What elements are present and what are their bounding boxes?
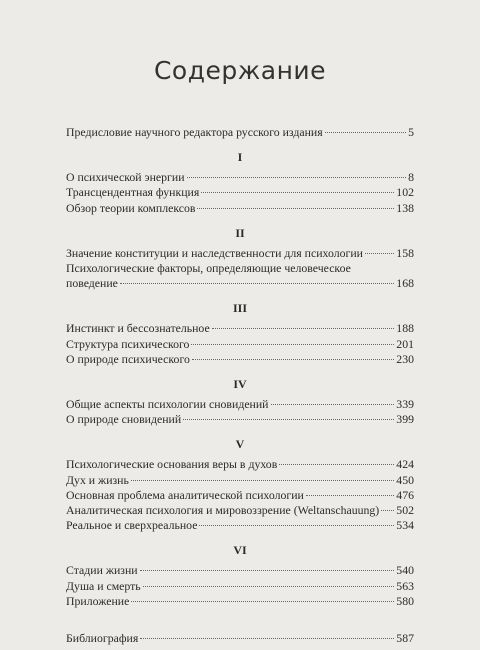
dot-leader xyxy=(143,586,395,587)
toc-entry-page: 201 xyxy=(396,336,414,351)
toc-entry-title: Предисловие научного редактора русского издания xyxy=(66,125,323,139)
toc-entry-title: О природе психического xyxy=(66,351,190,366)
toc-entry-title: Библиография xyxy=(66,631,139,646)
toc-entry-title: Реальное и сверхреальное xyxy=(66,518,198,533)
toc-entry-page: 188 xyxy=(396,321,414,336)
dot-leader xyxy=(365,253,394,254)
toc-entry xyxy=(66,246,414,261)
toc-entry xyxy=(66,579,414,594)
dot-leader xyxy=(140,570,395,571)
toc-entry-title: Душа и смерть xyxy=(66,578,141,593)
toc-entry-title: Обзор теории комплексов xyxy=(66,200,196,215)
dot-leader xyxy=(192,359,394,360)
dot-leader xyxy=(197,208,394,209)
toc-entry xyxy=(66,457,414,472)
dot-leader xyxy=(325,132,406,133)
toc-entry xyxy=(66,337,414,352)
toc-entry-page: 476 xyxy=(396,487,414,502)
toc-entry xyxy=(66,201,414,216)
section-numeral-5: V xyxy=(235,437,245,452)
toc-entry xyxy=(66,397,414,412)
toc-entry-bibliography xyxy=(66,631,414,646)
toc-entry-last-line xyxy=(66,276,414,291)
toc-entry xyxy=(66,352,414,367)
toc-entry-page: 540 xyxy=(396,563,414,578)
toc-entry-page: 158 xyxy=(396,245,414,260)
toc-entry xyxy=(66,412,414,427)
dot-leader xyxy=(183,419,394,420)
toc-entry-page: 339 xyxy=(396,397,414,412)
toc-entry-title-line1: Психологические факторы, определяющие человеческое xyxy=(66,261,351,276)
dot-leader xyxy=(131,480,394,481)
dot-leader xyxy=(381,510,394,511)
toc-entry-page: 168 xyxy=(396,276,414,291)
dot-leader xyxy=(191,344,394,345)
toc-entry-title: Аналитическая психология и мировоззрение (Weltanschauung) xyxy=(66,503,380,518)
toc-entry-title: Основная проблема аналитической психологии xyxy=(66,487,304,502)
toc-entry-page: 424 xyxy=(396,457,414,472)
toc-entry-page: 534 xyxy=(396,518,414,533)
toc-entry xyxy=(66,170,414,185)
toc-entry-title: Стадии жизни xyxy=(66,563,138,578)
section-numeral-4: IV xyxy=(233,377,247,392)
toc-entry-title: Дух и жизнь xyxy=(66,472,129,487)
dot-leader xyxy=(306,495,394,496)
toc-entry-page: 399 xyxy=(396,412,414,427)
dot-leader xyxy=(131,601,394,602)
toc-entry-page: 102 xyxy=(396,185,414,200)
section-numeral-6: VI xyxy=(233,543,247,558)
dot-leader xyxy=(199,525,394,526)
toc-entry-title: поведение xyxy=(66,276,118,291)
toc-entry-page: 230 xyxy=(396,351,414,366)
toc-entry-page: 5 xyxy=(408,125,414,139)
toc-entry-page: 587 xyxy=(396,631,414,646)
toc-entry-multiline xyxy=(66,261,414,291)
toc-entry-title: Общие аспекты психологии сновидений xyxy=(66,397,269,412)
toc-entry-page: 563 xyxy=(396,578,414,593)
toc-entry-title: Приложение xyxy=(66,593,130,608)
toc-entry-page: 502 xyxy=(396,503,414,518)
toc-entry-page: 580 xyxy=(396,593,414,608)
section-numeral-1: I xyxy=(237,150,243,165)
toc-entry-title: Инстинкт и бессознательное xyxy=(66,321,210,336)
toc-entry xyxy=(66,518,414,533)
toc-entry-page: 8 xyxy=(408,170,414,185)
section-numeral-2: II xyxy=(235,225,245,240)
dot-leader xyxy=(201,192,394,193)
dot-leader xyxy=(120,283,394,284)
dot-leader xyxy=(140,638,394,639)
toc-entry xyxy=(66,563,414,578)
toc-entry xyxy=(66,488,414,503)
toc-entry-page: 138 xyxy=(396,200,414,215)
toc-entry-title: Структура психического xyxy=(66,336,190,351)
toc-entry-title: Психологические основания веры в духов xyxy=(66,457,278,472)
toc-entry-page: 450 xyxy=(396,472,414,487)
toc-entry xyxy=(66,185,414,200)
toc-entry xyxy=(66,321,414,336)
dot-leader xyxy=(271,404,395,405)
section-numeral-3: III xyxy=(232,301,247,316)
toc-entry-title: О психической энергии xyxy=(66,170,185,185)
toc-entry xyxy=(66,503,414,518)
toc-entry-title: Значение конституции и наследственности для психологии xyxy=(66,245,363,260)
toc-entry-preface xyxy=(66,125,414,140)
toc-entry-title: Трансцендентная функция xyxy=(66,185,200,200)
toc-entry xyxy=(66,473,414,488)
dot-leader xyxy=(279,464,394,465)
toc-entry xyxy=(66,594,414,609)
dot-leader xyxy=(212,328,395,329)
toc-entry-title: О природе сновидений xyxy=(66,412,182,427)
dot-leader xyxy=(187,177,407,178)
page-title: Содержание xyxy=(153,56,327,85)
